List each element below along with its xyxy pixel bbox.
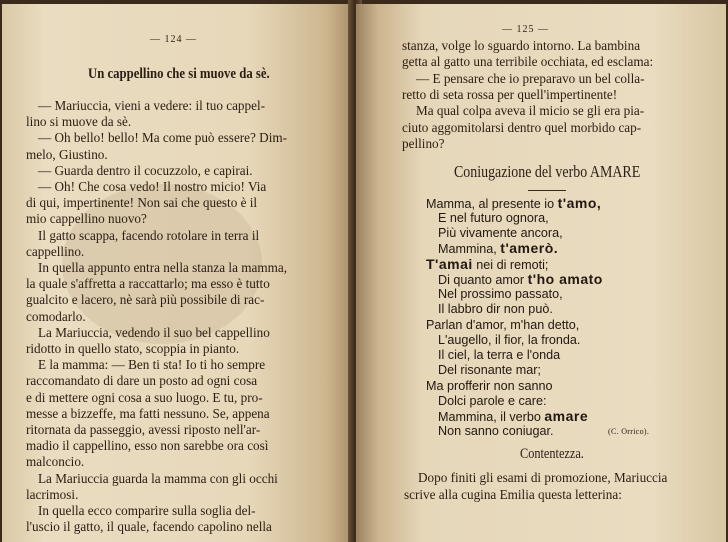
text-line: e di mettere ogni cosa a suo luogo. E tu, pro- — [26, 389, 263, 405]
text-line: — E pensare che io preparavo un bel colla- — [416, 70, 645, 86]
left-page — [2, 4, 354, 542]
poem-text: Dolci parole e care: — [438, 394, 547, 408]
text-line: — Mariuccia, vieni a vedere: il tuo cappel- — [38, 98, 266, 113]
text-line: ritornata da passeggio, avessi riposto nell'ar- — [26, 422, 261, 437]
text-line: lino si muove da sè. — [26, 114, 132, 130]
poem-line — [438, 409, 588, 425]
poem-line — [438, 287, 563, 302]
poem-line — [438, 302, 553, 317]
poem-text: Più vivamente ancora, — [438, 226, 563, 240]
poem-line — [426, 318, 579, 333]
poem-text: nei di remoti; — [472, 258, 549, 272]
text-line: In quella appunto entra nella stanza la mamma, — [38, 260, 287, 275]
text-line: melo, Giustino. — [26, 146, 108, 162]
text-line: Ma qual colpa aveva il micio se gli era pia- — [416, 103, 645, 119]
poem-line — [438, 348, 560, 363]
text-line: Il gatto scappa, facendo rotolare in terra il — [38, 227, 260, 243]
text-line: scrive alla cugina Emilia questa letterina: — [404, 486, 622, 502]
verb-form: t'ho amato — [527, 271, 603, 287]
text-line: l'uscio il gatto, il quale, facendo capolino nella — [26, 519, 272, 535]
title-rule — [528, 190, 566, 191]
text-line: stanza, volge lo sguardo intorno. La bambina — [402, 38, 641, 53]
text-line: la quale s'affretta a raccattarlo; ma esso è tutto — [26, 276, 270, 292]
poem-line — [438, 363, 541, 378]
text-line: ridotto in quello stato, scoppia in pianto. — [26, 341, 240, 356]
poem-text: Mammina, il verbo — [438, 410, 545, 424]
poem-line — [438, 424, 554, 439]
poem-line — [438, 226, 563, 241]
poem-title: Coniugazione del verbo AMARE — [454, 162, 641, 181]
text-line: messe a bizzeffe, ma fatti nessuno. Se, appena — [26, 405, 270, 421]
text-line: gualcito e lacero, nè sarà più possibile di rac- — [26, 292, 265, 308]
poem-text: Il ciel, la terra e l'onda — [438, 348, 561, 362]
poem-line — [438, 272, 603, 288]
text-line: pellino? — [402, 135, 445, 151]
text-line: — Guarda dentro il cocuzzolo, e capirai. — [38, 162, 253, 178]
poem-text: Parlan d'amor, m'han detto, — [426, 318, 580, 332]
text-line: In quella ecco comparire sulla soglia del- — [38, 503, 256, 518]
poem-text: Ma profferir non sanno — [426, 379, 553, 393]
text-line: retto di seta rossa per quell'impertinente! — [402, 86, 618, 102]
poem-line — [426, 196, 601, 212]
verb-form: amare — [544, 408, 589, 424]
page-number: — 124 — — [150, 34, 197, 45]
poem-line — [438, 394, 547, 409]
text-line: La Mariuccia, vedendo il suo bel cappellino — [38, 324, 270, 340]
text-line: La Mariuccia guarda la mamma con gli occhi — [38, 470, 278, 486]
poem-text: E nel futuro ognora, — [438, 211, 549, 225]
text-line: E la mamma: — Ben ti sta! Io ti ho sempre — [38, 357, 266, 373]
verb-form: t'amerò. — [500, 240, 559, 256]
poem-line — [438, 333, 580, 348]
poem-text: L'augello, il fior, la fronda. — [438, 333, 581, 347]
text-line: ciuto aggomitolarsi dentro quel morbido cap- — [402, 119, 642, 135]
poem-text: Mamma, al presente io — [426, 197, 558, 211]
text-line: madio il cappellino, esso non sarebbe ora così — [26, 438, 269, 454]
right-page — [356, 4, 726, 542]
text-line: raccomandato di dare un posto ad ogni cosa — [26, 373, 258, 389]
poem-signature: (C. Orrico). — [608, 427, 650, 436]
text-line: malconcio. — [26, 454, 85, 470]
section-title: Contentezza. — [520, 446, 584, 462]
text-line: Dopo finiti gli esami di promozione, Mariuccia — [418, 470, 668, 485]
poem-line — [426, 379, 552, 394]
poem-text: Del risonante mar; — [438, 363, 541, 377]
text-line: cappellino. — [26, 243, 85, 259]
page-number: — 125 — — [502, 24, 549, 35]
poem-text: Nel prossimo passato, — [438, 287, 563, 301]
text-line: di qui, impertinente! Non sai che questo è il — [26, 195, 258, 211]
text-line: getta al gatto una terribile occhiata, ed esclama: — [402, 54, 654, 70]
text-line: mio cappellino nuovo? — [26, 211, 147, 227]
poem-text: Mammina, — [438, 242, 501, 256]
poem-text: Di quanto amor — [438, 273, 528, 287]
story-title: Un cappellino che si muove da sè. — [88, 66, 270, 82]
poem-text: Il labbro dir non può. — [438, 302, 553, 316]
text-line: lacrimosi. — [26, 486, 79, 502]
poem-line — [438, 241, 558, 257]
poem-text: Non sanno coniugar. — [438, 424, 554, 438]
verb-form: t'amo, — [557, 195, 602, 211]
text-line: — Oh! Che cosa vedo! Il nostro micio! Via — [38, 179, 267, 194]
text-line: comodarlo. — [26, 308, 86, 324]
verb-form: T'amai — [426, 256, 473, 272]
poem-line — [438, 211, 549, 226]
text-line: — Oh bello! bello! Ma come può essere? Dim- — [38, 130, 288, 146]
